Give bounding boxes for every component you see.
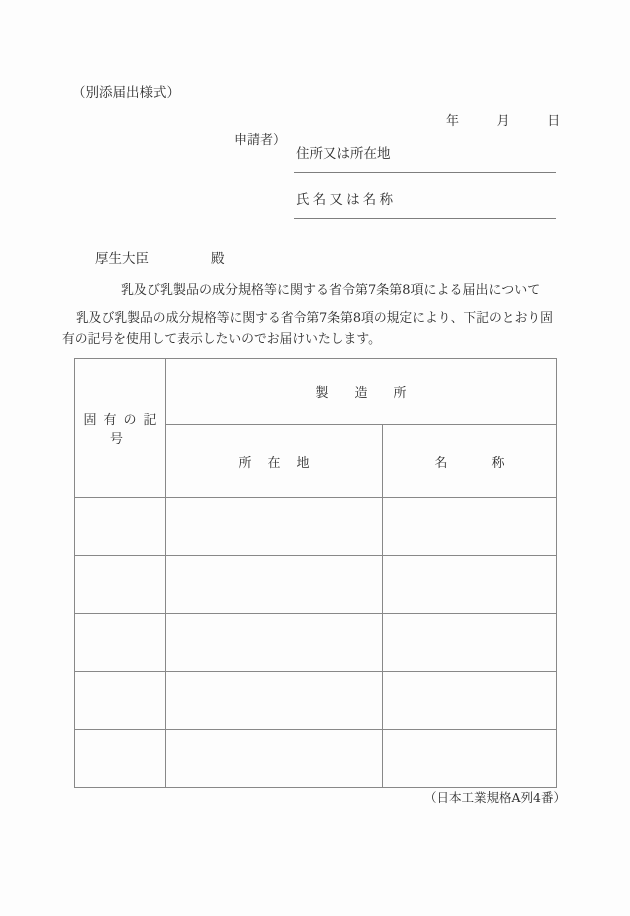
name-write-in-rule[interactable]: [294, 218, 556, 219]
cell-code[interactable]: [75, 672, 166, 730]
date-year-label: 年: [446, 114, 460, 129]
date-line: [446, 110, 561, 129]
table-row: [75, 556, 557, 614]
header-code-label: 固有の記号: [83, 413, 164, 447]
body-paragraph: 乳及び乳製品の成分規格等に関する省令第7条第8項の規定により、下記のとおり固有の記号を使用して表示したいのでお届けいたします。: [62, 311, 553, 347]
date-day-label: 日: [547, 114, 561, 129]
header-manufacturer-label: 製造所: [315, 386, 433, 401]
table-row: [75, 730, 557, 788]
cell-code[interactable]: [75, 614, 166, 672]
minister-honorific: 殿: [211, 251, 225, 267]
applicant-label: 申請者）: [234, 133, 287, 148]
cell-code[interactable]: [75, 498, 166, 556]
address-field-label: 住所又は所在地: [296, 146, 391, 162]
table-header-row-primary: [75, 359, 557, 425]
minister-addressee-line: [95, 247, 225, 267]
cell-location[interactable]: [166, 730, 383, 788]
cell-name[interactable]: [383, 730, 557, 788]
cell-location[interactable]: [166, 614, 383, 672]
cell-name[interactable]: [383, 556, 557, 614]
cell-code[interactable]: [75, 730, 166, 788]
header-location-label: 所在地: [238, 455, 326, 471]
cell-name[interactable]: [383, 672, 557, 730]
form-type-label: （別添届出様式）: [72, 85, 180, 101]
paper-size-note: （日本工業規格A列4番）: [424, 790, 566, 805]
table-row: [75, 672, 557, 730]
header-cell-location: [166, 425, 383, 498]
cell-location[interactable]: [166, 556, 383, 614]
cell-name[interactable]: [383, 614, 557, 672]
header-name-label: 名称: [434, 455, 549, 471]
cell-code[interactable]: [75, 556, 166, 614]
header-cell-manufacturer: [166, 359, 557, 425]
cell-name[interactable]: [383, 498, 557, 556]
header-cell-code: [75, 359, 166, 498]
header-cell-name: [383, 425, 557, 498]
name-field-label: 氏名又は名称: [296, 192, 397, 208]
minister-title: 厚生大臣: [95, 251, 149, 267]
date-month-label: 月: [496, 114, 511, 129]
document-title: 乳及び乳製品の成分規格等に関する省令第7条第8項による届出について: [121, 283, 541, 298]
address-write-in-rule[interactable]: [294, 172, 556, 173]
cell-location[interactable]: [166, 672, 383, 730]
cell-location[interactable]: [166, 498, 383, 556]
table-row: [75, 498, 557, 556]
notification-table: [74, 358, 557, 788]
table-row: [75, 614, 557, 672]
